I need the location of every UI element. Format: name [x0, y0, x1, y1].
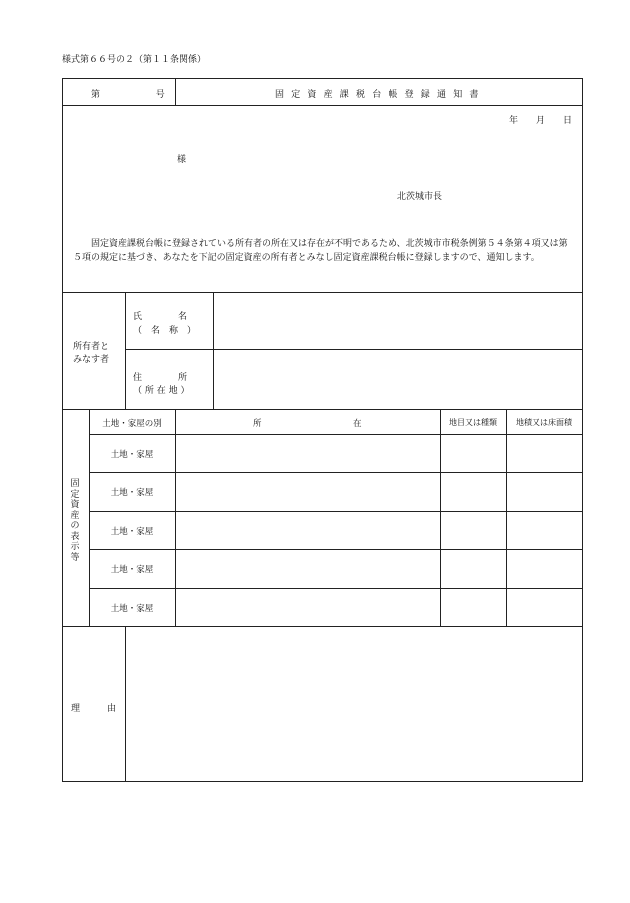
divider [175, 409, 176, 626]
divider [506, 409, 507, 626]
divider [89, 472, 582, 473]
divider [213, 292, 214, 409]
column-header-location: 在 [353, 419, 362, 429]
document-title: 固定資産課税台帳登録通知書 [275, 90, 486, 100]
divider [89, 588, 582, 589]
divider [63, 105, 582, 106]
table-row-type[interactable]: 土地・家屋 [110, 604, 154, 614]
divider [63, 409, 582, 410]
column-header-type: 土地・家屋の別 [102, 419, 162, 429]
divider [63, 626, 582, 627]
form-code: 様式第６６号の２（第１１条関係） [62, 55, 207, 65]
column-header-area: 地積又は床面積 [516, 418, 572, 427]
divider [175, 79, 176, 105]
table-row-type[interactable]: 土地・家屋 [110, 488, 154, 498]
table-row-type[interactable]: 土地・家屋 [110, 565, 154, 575]
divider [89, 549, 582, 550]
divider [89, 434, 582, 435]
divider [125, 626, 126, 781]
table-row-type[interactable]: 土地・家屋 [110, 450, 154, 460]
address-label: 住 所 [133, 373, 188, 383]
address-label: （ 所 在 地 ） [133, 386, 190, 396]
asset-section-label: 固定資産の表示等 [70, 479, 80, 563]
reason-label: 理 由 [71, 704, 117, 714]
owner-section-label: 所有者と [73, 342, 110, 352]
owner-section-label: みなす者 [73, 355, 110, 365]
table-row-type[interactable]: 土地・家屋 [110, 527, 154, 537]
divider [440, 409, 441, 626]
name-label: 氏 名 [133, 312, 188, 322]
divider [125, 292, 126, 409]
date-field[interactable]: 年 月 日 [509, 116, 573, 126]
divider [63, 292, 582, 293]
issuer-name: 北茨城市長 [397, 192, 443, 202]
notice-form [62, 78, 583, 782]
name-label: （ 名 称 ） [133, 326, 197, 336]
addressee-honorific: 様 [177, 155, 187, 165]
divider [125, 349, 582, 350]
column-header-location: 所 [253, 419, 262, 429]
divider [89, 511, 582, 512]
notice-text: 固定資産課税台帳に登録されている所有者の所在又は存在が不明であるため、北茨城市市税条例第５４条第４項又は第５項の規定に基づき、あなたを下記の固定資産の所有者とみなし固定資産課税台帳に登録しますので、通知します。 [73, 239, 568, 263]
divider [89, 409, 90, 626]
column-header-category: 地目又は種類 [449, 418, 497, 427]
document-number-label: 第 号 [91, 90, 173, 100]
